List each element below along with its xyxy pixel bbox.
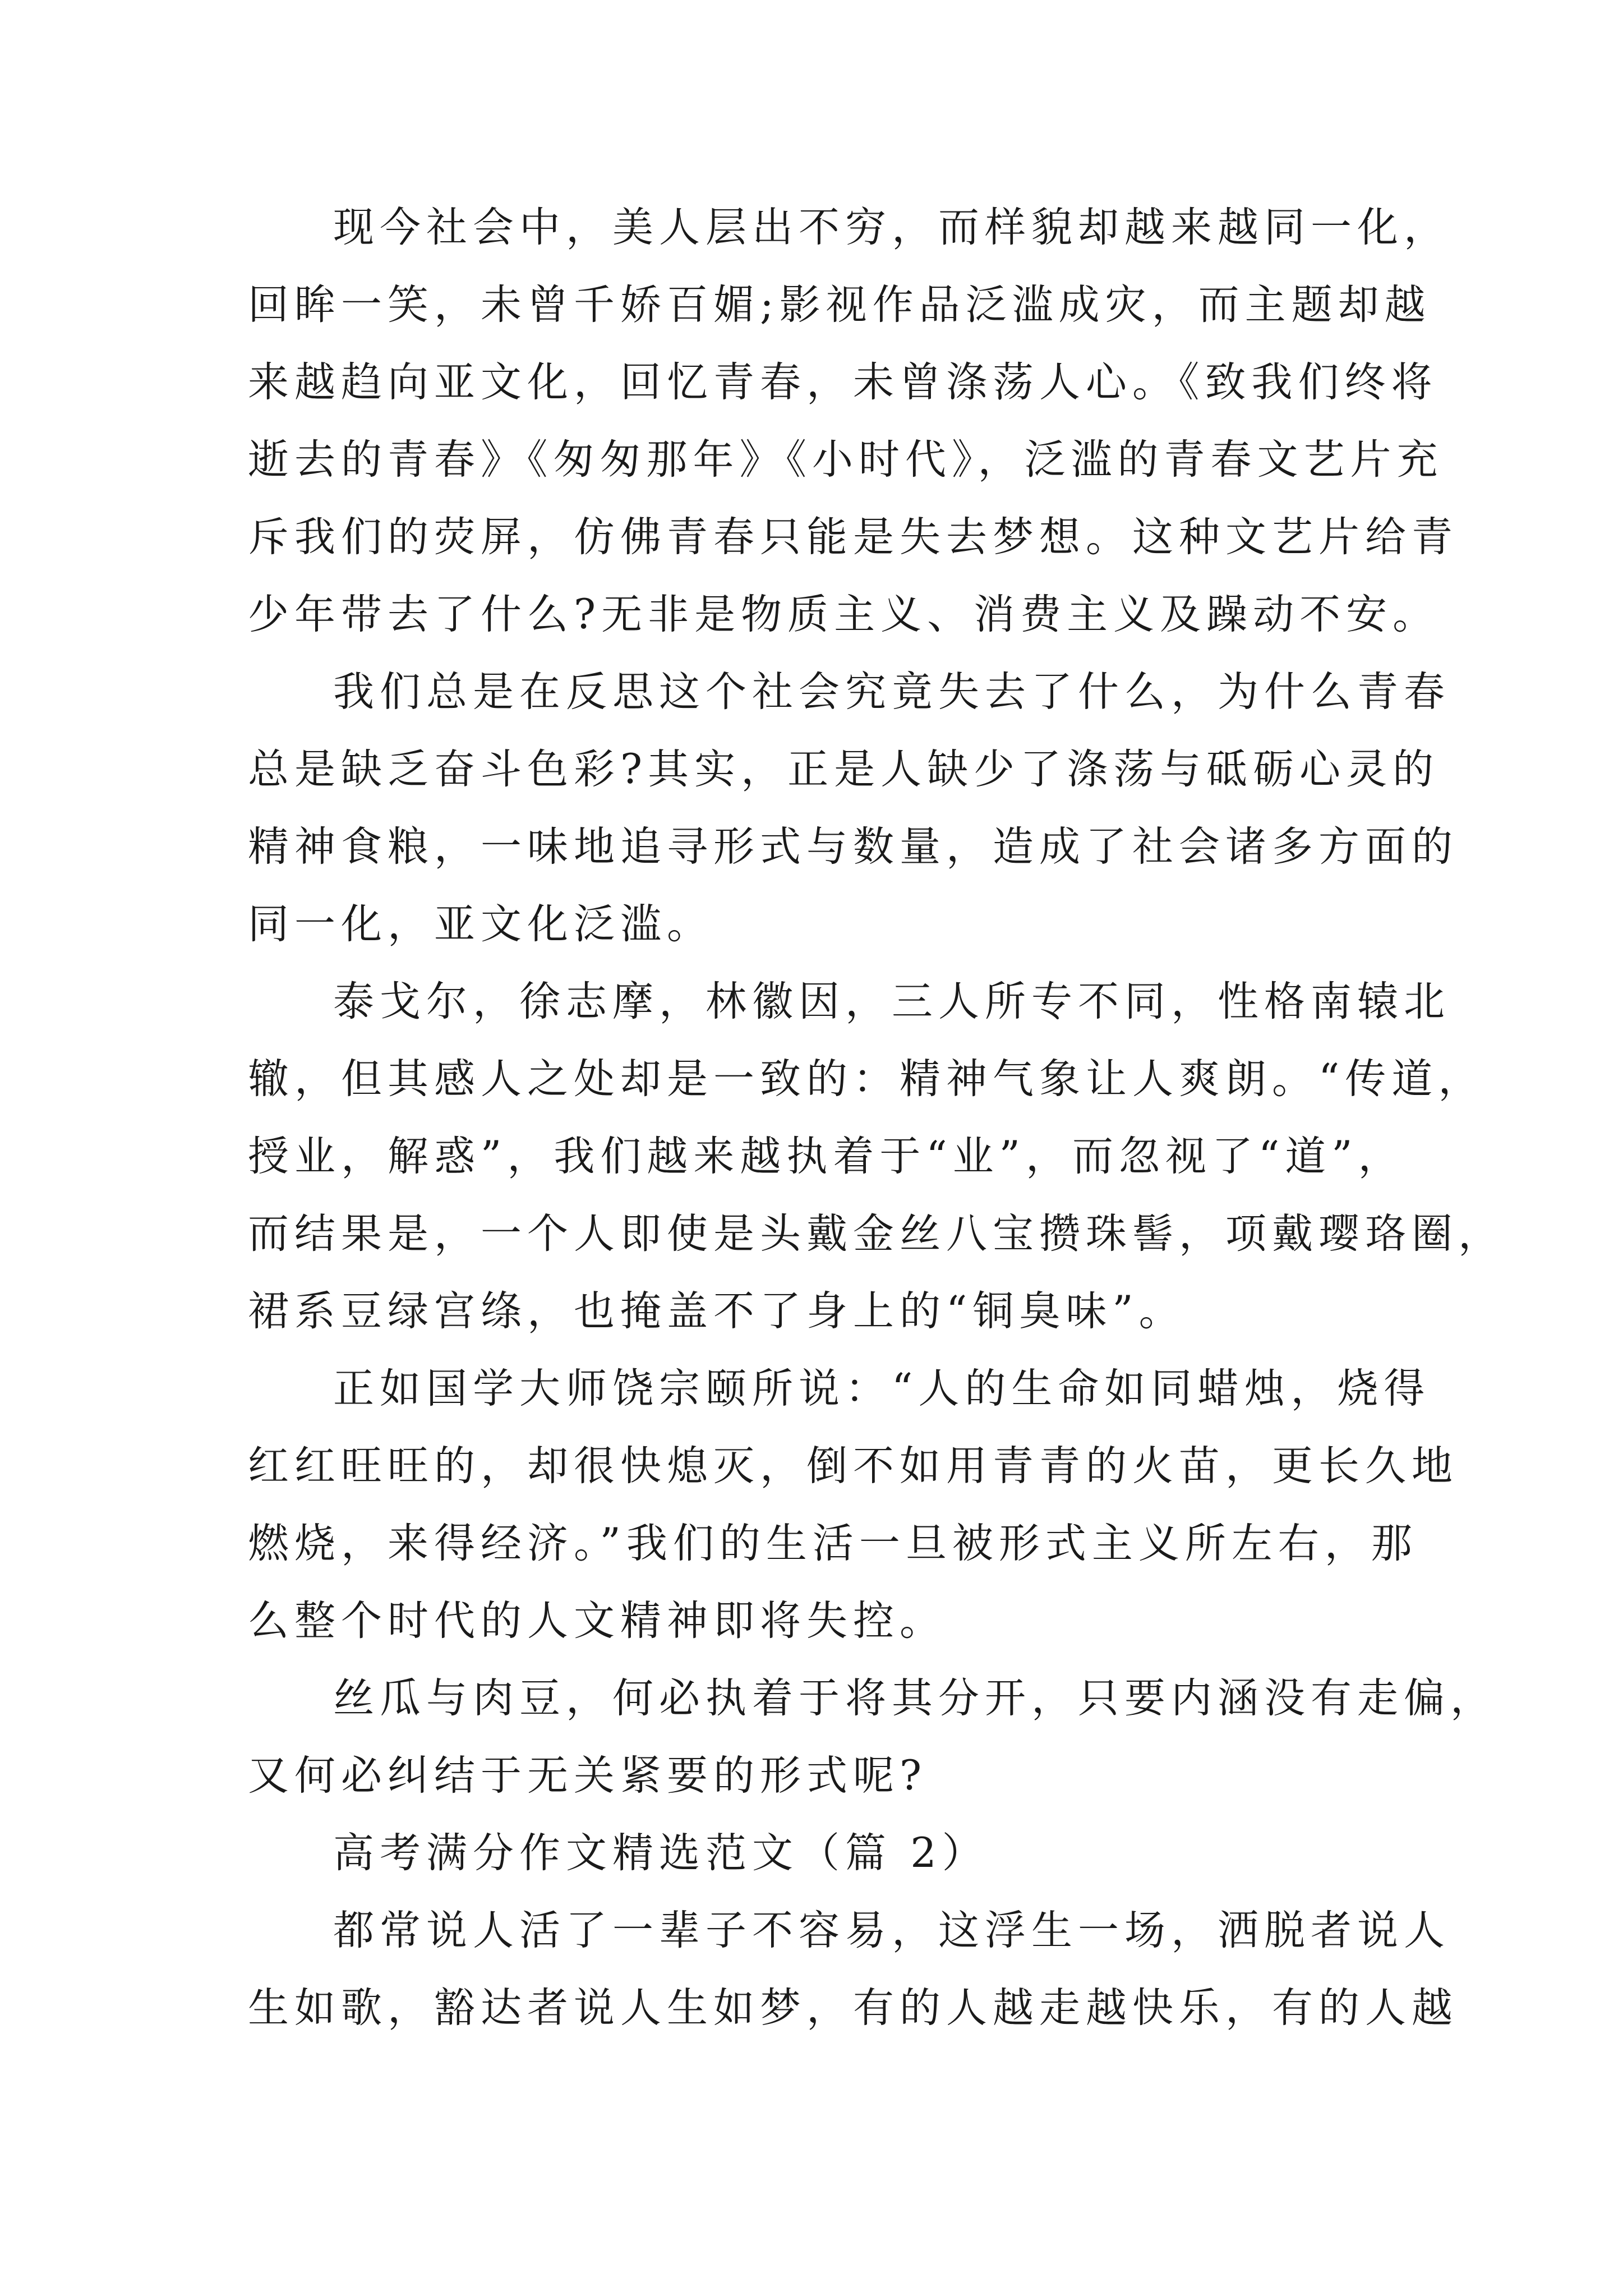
paragraph-2-line-1: 我们总是在反思这个社会究竟失去了什么，为什么青春 (333, 668, 1450, 716)
paragraph-2-line-4: 同一化，亚文化泛滥。 (248, 900, 713, 948)
section-heading: 高考满分作文精选范文（篇 2） (333, 1829, 989, 1877)
paragraph-5-line-2: 又何必纠结于无关紧要的形式呢? (248, 1752, 928, 1800)
paragraph-3-line-2: 辙，但其感人之处却是一致的：精神气象让人爽朗。“传道， (248, 1055, 1485, 1103)
paragraph-1-line-6: 少年带去了什么?无非是物质主义、消费主义及躁动不安。 (248, 591, 1440, 638)
paragraph-3-line-4: 而结果是，一个人即使是头戴金丝八宝攒珠髻，项戴璎珞圈， (248, 1210, 1505, 1258)
paragraph-4-line-4: 么整个时代的人文精神即将失控。 (248, 1597, 946, 1645)
paragraph-1-line-2: 回眸一笑，未曾千娇百媚;影视作品泛滥成灾，而主题却越 (248, 281, 1431, 329)
paragraph-1-line-3: 来越趋向亚文化，回忆青春，未曾涤荡人心。《致我们终将 (248, 358, 1438, 406)
paragraph-4-line-2: 红红旺旺的，却很快熄灭，倒不如用青青的火苗，更长久地 (248, 1442, 1458, 1490)
paragraph-5-line-1: 丝瓜与肉豆，何必执着于将其分开，只要内涵没有走偏， (333, 1674, 1497, 1722)
document-body (248, 201, 1505, 2059)
paragraph-3-line-3: 授业，解惑”，我们越来越执着于“业”，而忽视了“道”， (248, 1133, 1405, 1180)
paragraph-7-line-2: 生如歌，豁达者说人生如梦，有的人越走越快乐，有的人越 (248, 1984, 1458, 2032)
paragraph-3-line-1: 泰戈尔，徐志摩，林徽因，三人所专不同，性格南辕北 (333, 978, 1450, 1025)
paragraph-7-line-1: 都常说人活了一辈子不容易，这浮生一场，洒脱者说人 (333, 1907, 1450, 1954)
paragraph-4-line-1: 正如国学大师饶宗颐所说：“人的生命如同蜡烛，烧得 (333, 1365, 1431, 1412)
paragraph-1-line-1: 现今社会中，美人层出不穷，而样貌却越来越同一化， (333, 204, 1450, 251)
paragraph-2-line-3: 精神食粮，一味地追寻形式与数量，造成了社会诸多方面的 (248, 823, 1458, 871)
paragraph-1-line-5: 斥我们的荧屏，仿佛青春只能是失去梦想。这种文艺片给青 (248, 513, 1458, 561)
paragraph-4-line-3: 燃烧，来得经济。”我们的生活一旦被形式主义所左右，那 (248, 1520, 1418, 1567)
paragraph-1-line-4: 逝去的青春》《匆匆那年》《小时代》，泛滥的青春文艺片充 (248, 436, 1444, 484)
paragraph-3-line-5: 裙系豆绿宫绦，也掩盖不了身上的“铜臭味”。 (248, 1287, 1186, 1335)
paragraph-2-line-2: 总是缺乏奋斗色彩?其实，正是人缺少了涤荡与砥砺心灵的 (248, 746, 1440, 793)
